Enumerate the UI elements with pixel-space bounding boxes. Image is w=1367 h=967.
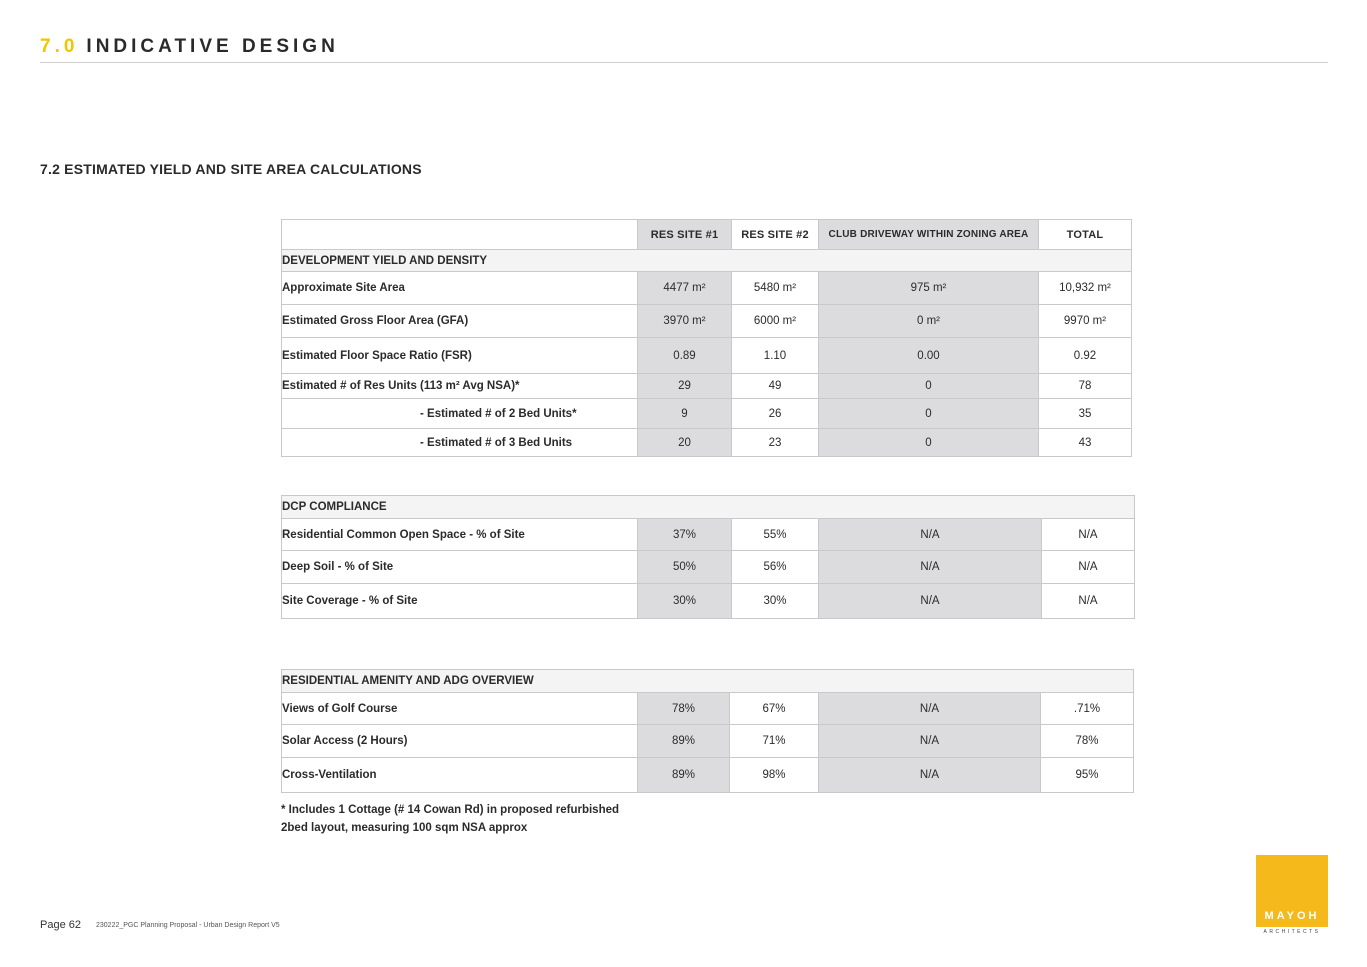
res-site-1-value: 78% [638,693,730,725]
total-value: 95% [1041,758,1134,793]
section-label: DEVELOPMENT YIELD AND DENSITY [282,250,1132,272]
res-site-1-value: 9 [638,399,732,429]
document-name: 230222_PGC Planning Proposal - Urban Design Report V5 [96,922,280,929]
table-row [282,374,1132,399]
club-driveway-value: N/A [819,725,1041,758]
row-label: Residential Common Open Space - % of Site [282,519,638,551]
club-driveway-value: 0.00 [819,338,1039,374]
section-title: 7.2 ESTIMATED YIELD AND SITE AREA CALCULATIONS [40,161,422,177]
amenity-table [281,669,1134,793]
club-driveway-value: N/A [819,551,1042,584]
res-site-2-value: 67% [730,693,819,725]
table-row [282,693,1134,725]
res-site-1-value: 3970 m² [638,305,732,338]
res-site-2-value: 56% [732,551,819,584]
res-site-2-value: 5480 m² [732,272,819,305]
row-label: - Estimated # of 3 Bed Units [282,429,638,457]
res-site-2-value: 98% [730,758,819,793]
row-label: Approximate Site Area [282,272,638,305]
column-header-row [282,220,1132,250]
res-site-2-value: 30% [732,584,819,619]
table-row [282,272,1132,305]
table-row [282,725,1134,758]
header-title: INDICATIVE DESIGN [86,36,339,57]
section-label: DCP COMPLIANCE [282,496,1135,519]
res-site-1-value: 4477 m² [638,272,732,305]
footnote-line-2: 2bed layout, measuring 100 sqm NSA approx [281,822,528,834]
total-value: N/A [1042,551,1135,584]
club-driveway-value: 0 m² [819,305,1039,338]
dcp-compliance-table [281,495,1135,619]
row-label: Site Coverage - % of Site [282,584,638,619]
res-site-2-value: 23 [732,429,819,457]
footnote [281,801,619,837]
res-site-2-value: 26 [732,399,819,429]
res-site-1-value: 30% [638,584,732,619]
section-row [282,670,1134,693]
row-label: - Estimated # of 2 Bed Units* [282,399,638,429]
res-site-1-value: 89% [638,725,730,758]
row-label: Views of Golf Course [282,693,638,725]
logo-name: MAYOH [1264,910,1320,922]
row-label: Solar Access (2 Hours) [282,725,638,758]
row-label: Deep Soil - % of Site [282,551,638,584]
total-value: N/A [1042,519,1135,551]
total-value: 35 [1039,399,1132,429]
res-site-1-value: 50% [638,551,732,584]
res-site-2-value: 55% [732,519,819,551]
res-site-2-value: 71% [730,725,819,758]
header-divider [40,62,1328,63]
column-header-club-driveway: CLUB DRIVEWAY WITHIN ZONING AREA [819,220,1039,250]
column-header-res-site-2: RES SITE #2 [732,220,819,250]
mayoh-logo [1256,855,1328,927]
club-driveway-value: N/A [819,693,1041,725]
table-row [282,399,1132,429]
header-number: 7.0 [40,36,79,57]
total-value: 10,932 m² [1039,272,1132,305]
res-site-1-value: 0.89 [638,338,732,374]
section-label: RESIDENTIAL AMENITY AND ADG OVERVIEW [282,670,1134,693]
logo-subtitle: ARCHITECTS [1263,929,1321,935]
club-driveway-value: 0 [819,399,1039,429]
row-label: Estimated # of Res Units (113 m² Avg NSA)* [282,374,638,399]
club-driveway-value: N/A [819,584,1042,619]
total-value: .71% [1041,693,1134,725]
total-value: N/A [1042,584,1135,619]
page-header [40,36,339,58]
row-label: Estimated Floor Space Ratio (FSR) [282,338,638,374]
total-value: 78 [1039,374,1132,399]
club-driveway-value: N/A [819,758,1041,793]
header-empty-cell [282,220,638,250]
yield-table [281,219,1132,457]
table-row [282,429,1132,457]
total-value: 43 [1039,429,1132,457]
club-driveway-value: 0 [819,429,1039,457]
section-row [282,250,1132,272]
res-site-1-value: 37% [638,519,732,551]
club-driveway-value: N/A [819,519,1042,551]
table-row [282,519,1135,551]
total-value: 0.92 [1039,338,1132,374]
club-driveway-value: 0 [819,374,1039,399]
column-header-res-site-1: RES SITE #1 [638,220,732,250]
total-value: 78% [1041,725,1134,758]
total-value: 9970 m² [1039,305,1132,338]
section-row [282,496,1135,519]
res-site-1-value: 29 [638,374,732,399]
footnote-line-1: * Includes 1 Cottage (# 14 Cowan Rd) in proposed refurbished [281,804,620,816]
row-label: Cross-Ventilation [282,758,638,793]
club-driveway-value: 975 m² [819,272,1039,305]
table-row [282,758,1134,793]
res-site-2-value: 1.10 [732,338,819,374]
table-row [282,338,1132,374]
page-number: Page 62 [40,919,81,931]
table-row [282,305,1132,338]
res-site-1-value: 20 [638,429,732,457]
row-label: Estimated Gross Floor Area (GFA) [282,305,638,338]
res-site-1-value: 89% [638,758,730,793]
res-site-2-value: 6000 m² [732,305,819,338]
table-row [282,584,1135,619]
table-row [282,551,1135,584]
column-header-total: TOTAL [1039,220,1132,250]
res-site-2-value: 49 [732,374,819,399]
